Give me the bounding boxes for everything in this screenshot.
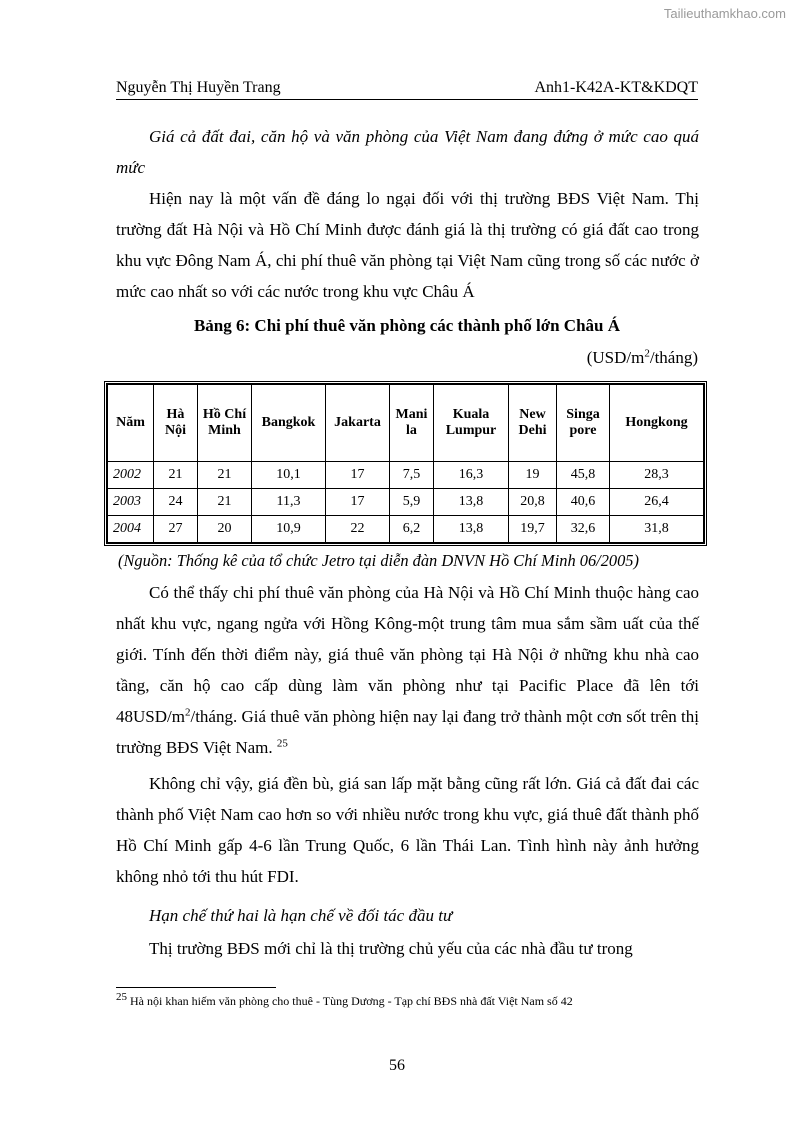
table-row	[108, 489, 704, 516]
header-singapore: Singa pore	[557, 385, 610, 462]
table-unit: $(USD/m^2/tháng)$	[586, 347, 698, 367]
header-class-code: Anh1-K42A-KT&KDQT	[534, 79, 698, 96]
page-number: 56	[389, 1057, 405, 1074]
table-cell: 11,3	[252, 489, 326, 516]
table-cell: 13,8	[434, 516, 509, 543]
header-jakarta: Jakarta	[326, 385, 390, 462]
table-cell: 19	[509, 462, 557, 489]
table-cell: 21	[154, 462, 198, 489]
header-bangkok: Bangkok	[252, 385, 326, 462]
header-year: Năm	[108, 385, 154, 462]
table-cell: 22	[326, 516, 390, 543]
table-cell: 20,8	[509, 489, 557, 516]
table-cell: 10,9	[252, 516, 326, 543]
office-rent-table	[104, 381, 707, 546]
table-cell: 24	[154, 489, 198, 516]
table-cell: 45,8	[557, 462, 610, 489]
table-cell: 2004	[108, 516, 154, 543]
table-source: (Nguồn: Thống kê của tổ chức Jetro tại diễn đàn DNVN Hồ Chí Minh 06/2005)	[118, 551, 639, 570]
table-cell: 26,4	[610, 489, 704, 516]
footnote-number: 25	[116, 991, 127, 1003]
table-cell: 7,5	[390, 462, 434, 489]
table-cell: 21	[198, 462, 252, 489]
table-cell: 5,9	[390, 489, 434, 516]
table-cell: 2003	[108, 489, 154, 516]
table-cell: 16,3	[434, 462, 509, 489]
paragraph-1: Hiện nay là một vấn đề đáng lo ngại đối với thị trường BĐS Việt Nam. Thị trường đất Hà Nội và Hồ Chí Minh được đánh giá là thị trường có giá đất cao trong khu vực Đông Nam Á, chi phí thuê văn phòng tại Việt Nam cũng trong số các nước ở mức cao nhất so với các nước trong khu vực Châu Á	[116, 189, 699, 301]
table-cell: 2002	[108, 462, 154, 489]
watermark: Tailieuthamkhao.com	[663, 6, 786, 21]
header-manila: Mani la	[390, 385, 434, 462]
table-cell: 13,8	[434, 489, 509, 516]
subheading-2: Hạn chế thứ hai là hạn chế về đối tác đầu tư	[149, 906, 453, 925]
header-new-dehi: New Dehi	[509, 385, 557, 462]
section-heading: Giá cả đất đai, căn hộ và văn phòng của Việt Nam đang đứng ở mức cao quá mức	[116, 127, 699, 177]
footnote	[116, 993, 699, 1009]
header-ha-noi: Hà Nội	[154, 385, 198, 462]
table-row	[108, 516, 704, 543]
table-cell: 40,6	[557, 489, 610, 516]
table-cell: 32,6	[557, 516, 610, 543]
table-caption: Bảng 6: Chi phí thuê văn phòng các thành phố lớn Châu Á	[193, 316, 621, 335]
header-ho-chi-minh: Hồ Chí Minh	[198, 385, 252, 462]
header-author: Nguyễn Thị Huyền Trang	[116, 79, 281, 96]
table-cell: 28,3	[610, 462, 704, 489]
table-cell: 17	[326, 462, 390, 489]
footnote-reference: 25	[276, 737, 288, 750]
header-hongkong: Hongkong	[610, 385, 704, 462]
footnote-divider	[116, 987, 276, 988]
table-cell: 31,8	[610, 516, 704, 543]
table-cell: 10,1	[252, 462, 326, 489]
paragraph-3: Không chỉ vậy, giá đền bù, giá san lấp mặt bằng cũng rất lớn. Giá cả đất đai các thành phố Việt Nam cao hơn so với nhiều nước trong khu vực, giá thuê đất thành phố Hồ Chí Minh gấp 4-6 lần Trung Quốc, 6 lần Thái Lan. Tình hình này ảnh hưởng không nhỏ tới thu hút FDI.	[116, 774, 699, 886]
table-cell: 20	[198, 516, 252, 543]
footnote-text: Hà nội khan hiếm văn phòng cho thuê - Tùng Dương - Tạp chí BĐS nhà đất Việt Nam số 42	[127, 994, 573, 1008]
table-cell: 19,7	[509, 516, 557, 543]
table-cell: 27	[154, 516, 198, 543]
paragraph-2: Có thể thấy chi phí thuê văn phòng của Hà Nội và Hồ Chí Minh thuộc hàng cao nhất khu vực, ngang ngửa với Hồng Kông-một trung tâm mua sắm sầm uất của thế giới. Tính đến thời điểm này, giá thuê văn phòng tại Hà Nội ở những khu nhà cao tầng, căn hộ cao cấp dùng làm văn phòng như tại Pacific Place đã lên tới $48USD/m^2$/tháng. Giá thuê văn phòng hiện nay lại đang trở thành một cơn sốt trên thị trường BĐS Việt Nam. $^{25}$	[116, 583, 699, 757]
table-row	[108, 462, 704, 489]
table-cell: 21	[198, 489, 252, 516]
header-kuala-lumpur: Kuala Lumpur	[434, 385, 509, 462]
page-header	[116, 78, 698, 100]
table-cell: 17	[326, 489, 390, 516]
table-cell: 6,2	[390, 516, 434, 543]
paragraph-4: Thị trường BĐS mới chỉ là thị trường chủ yếu của các nhà đầu tư trong	[149, 939, 633, 958]
table-header-row	[108, 385, 704, 462]
